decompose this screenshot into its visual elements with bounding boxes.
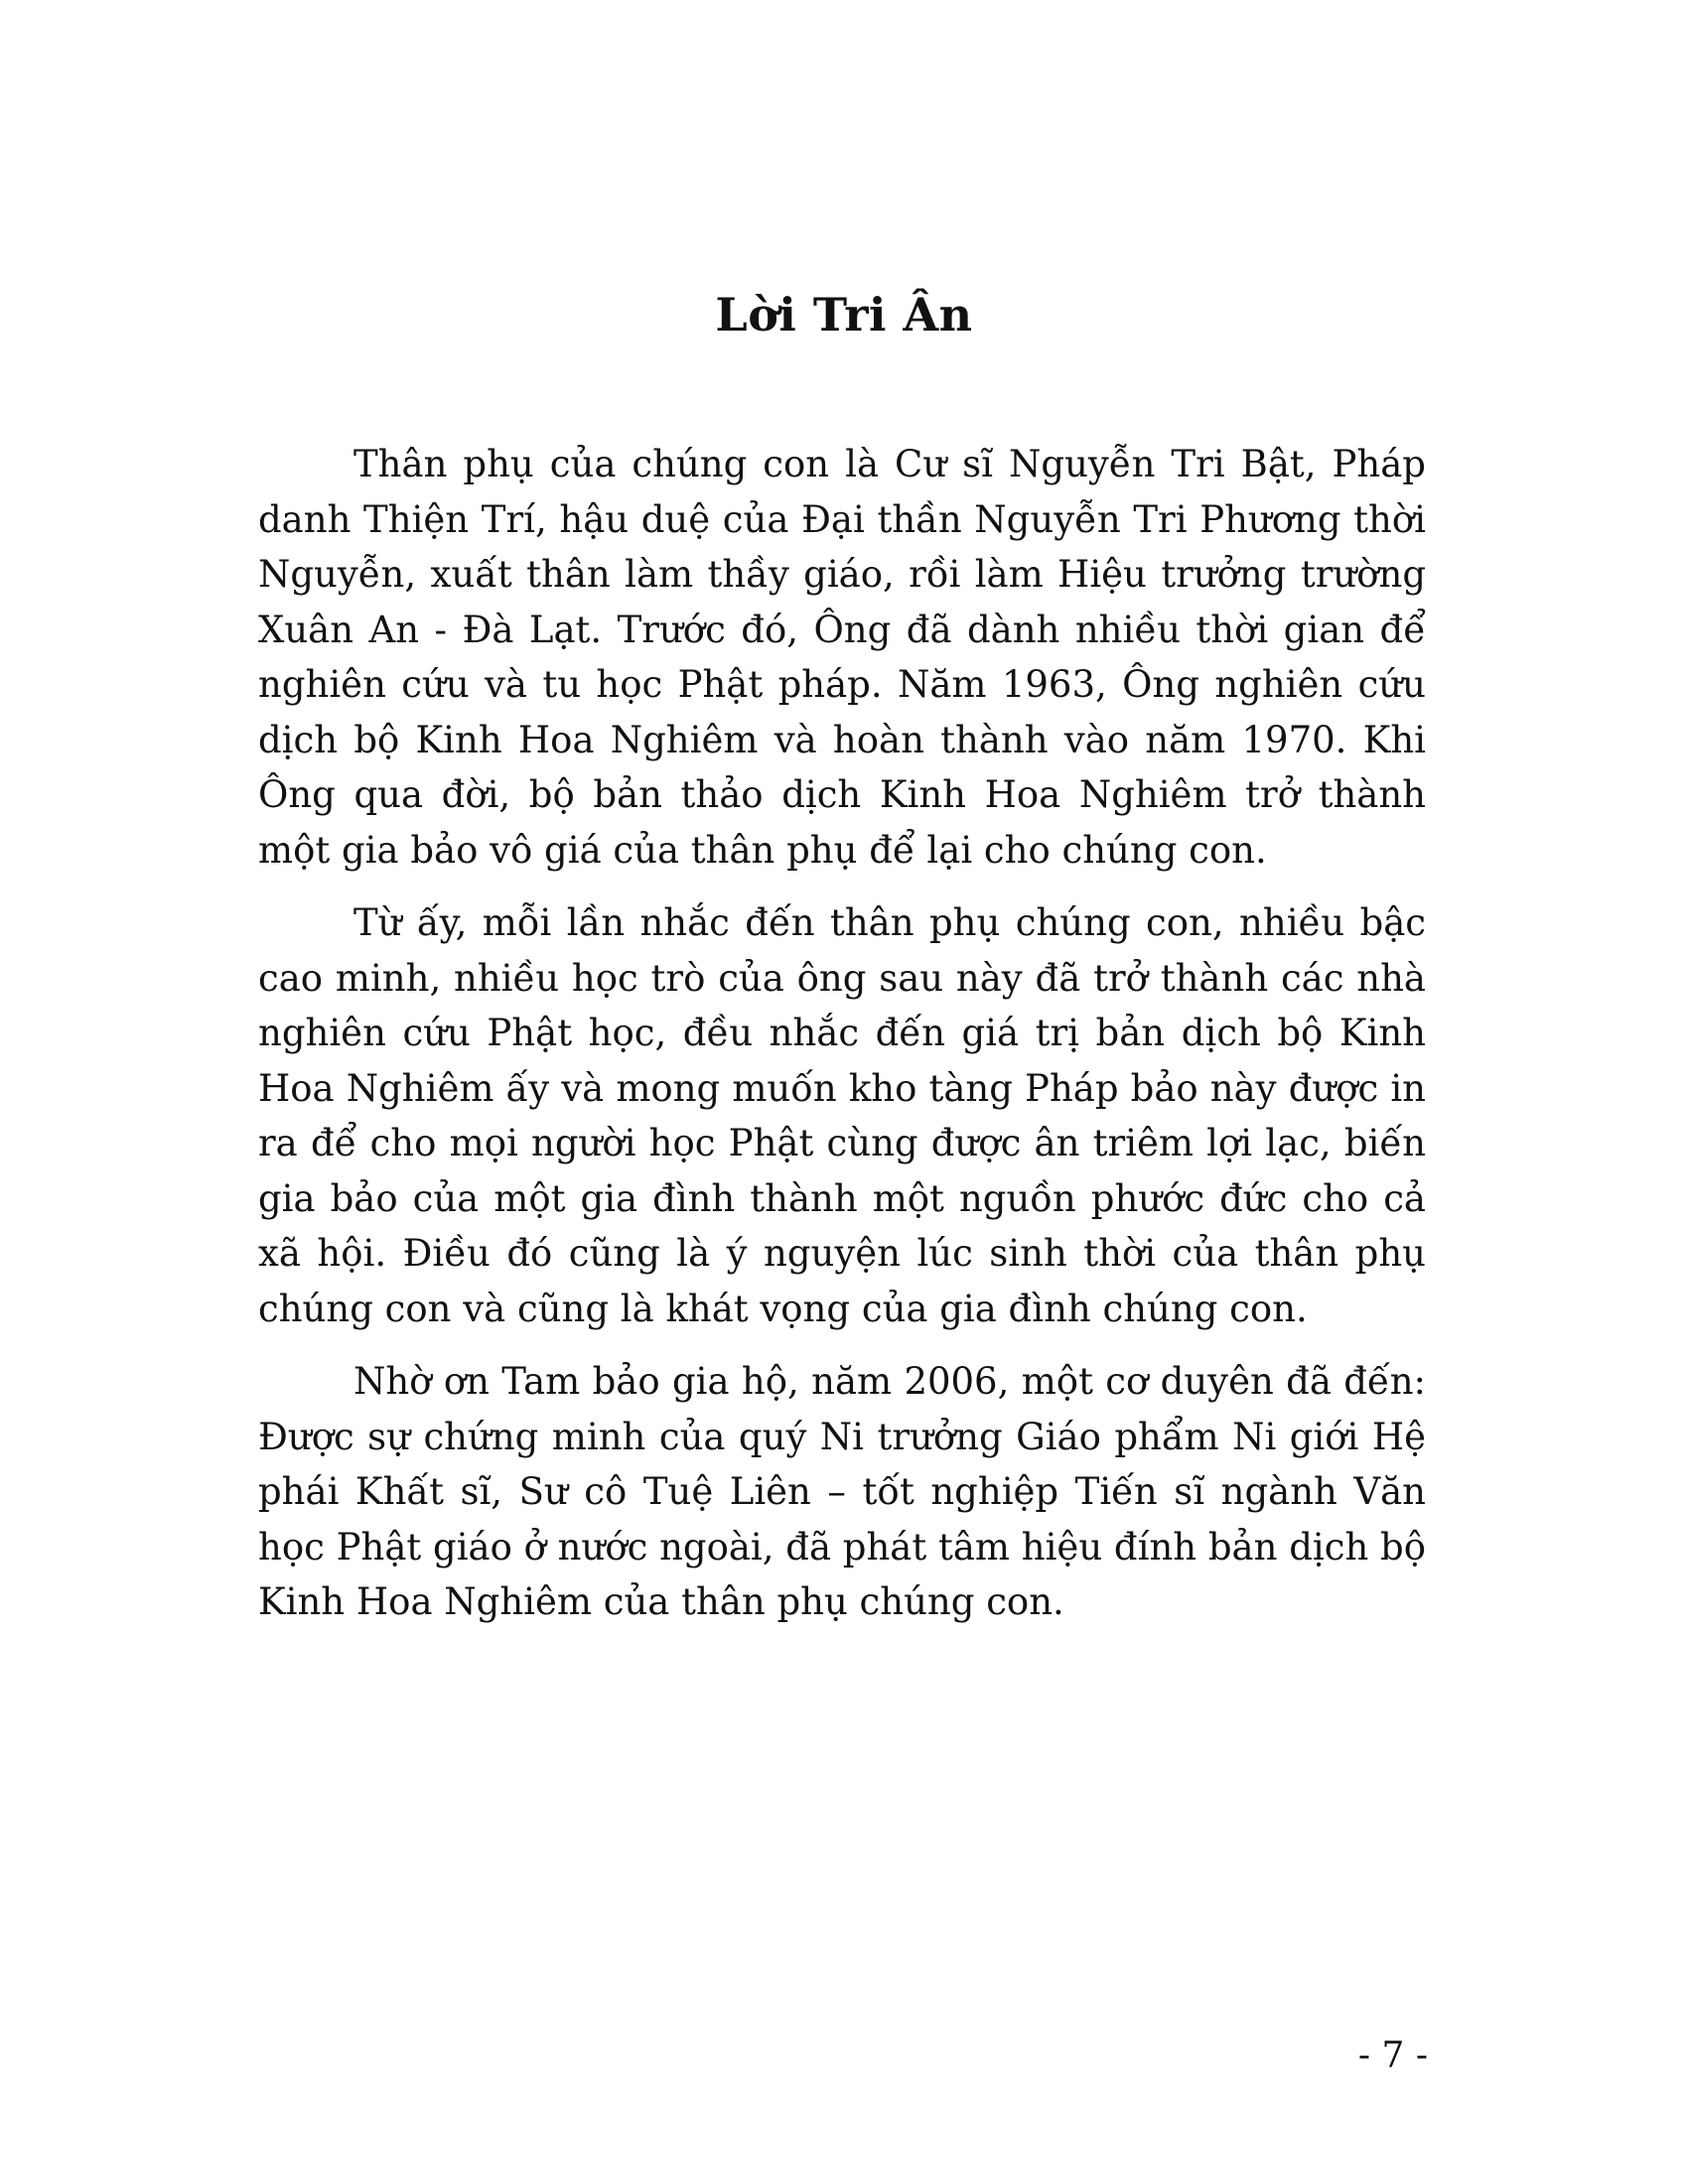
page-number: - 7 - <box>1357 2035 1428 2076</box>
page-title: Lời Tri Ân <box>715 288 973 341</box>
paragraph-2: Từ ấy, mỗi lần nhắc đến thân phụ chúng con, nhiều bậc cao minh, nhiều học trò của ông sau này đã trở thành các nhà nghiên cứu Phật học, đều nhắc đến giá trị bản dịch bộ Kinh Hoa Nghiêm ấy và mong muốn kho tàng Pháp bảo này được in ra để cho mọi người học Phật cùng được ân triêm lợi lạc, biến gia bảo của một gia đình thành một nguồn phước đức cho cả xã hội. Điều đó cũng là ý nguyện lúc sinh thời của thân phụ chúng con và cũng là khát vọng của gia đình chúng con. <box>258 901 1426 1330</box>
paragraph-3: Nhờ ơn Tam bảo gia hộ, năm 2006, một cơ duyên đã đến: Được sự chứng minh của quý Ni trưởng Giáo phẩm Ni giới Hệ phái Khất sĩ, Sư cô Tuệ Liên – tốt nghiệp Tiến sĩ ngành Văn học Phật giáo ở nước ngoài, đã phát tâm hiệu đính bản dịch bộ Kinh Hoa Nghiêm của thân phụ chúng con. <box>258 1360 1426 1623</box>
paragraph-1: Thân phụ của chúng con là Cư sĩ Nguyễn Tri Bật, Pháp danh Thiện Trí, hậu duệ của Đại thần Nguyễn Tri Phương thời Nguyễn, xuất thân làm thầy giáo, rồi làm Hiệu trưởng trường Xuân An - Đà Lạt. Trước đó, Ông đã dành nhiều thời gian để nghiên cứu và tu học Phật pháp. Năm 1963, Ông nghiên cứu dịch bộ Kinh Hoa Nghiêm và hoàn thành vào năm 1970. Khi Ông qua đời, bộ bản thảo dịch Kinh Hoa Nghiêm trở thành một gia bảo vô giá của thân phụ để lại cho chúng con. <box>258 443 1426 872</box>
body-text <box>258 437 1426 1648</box>
